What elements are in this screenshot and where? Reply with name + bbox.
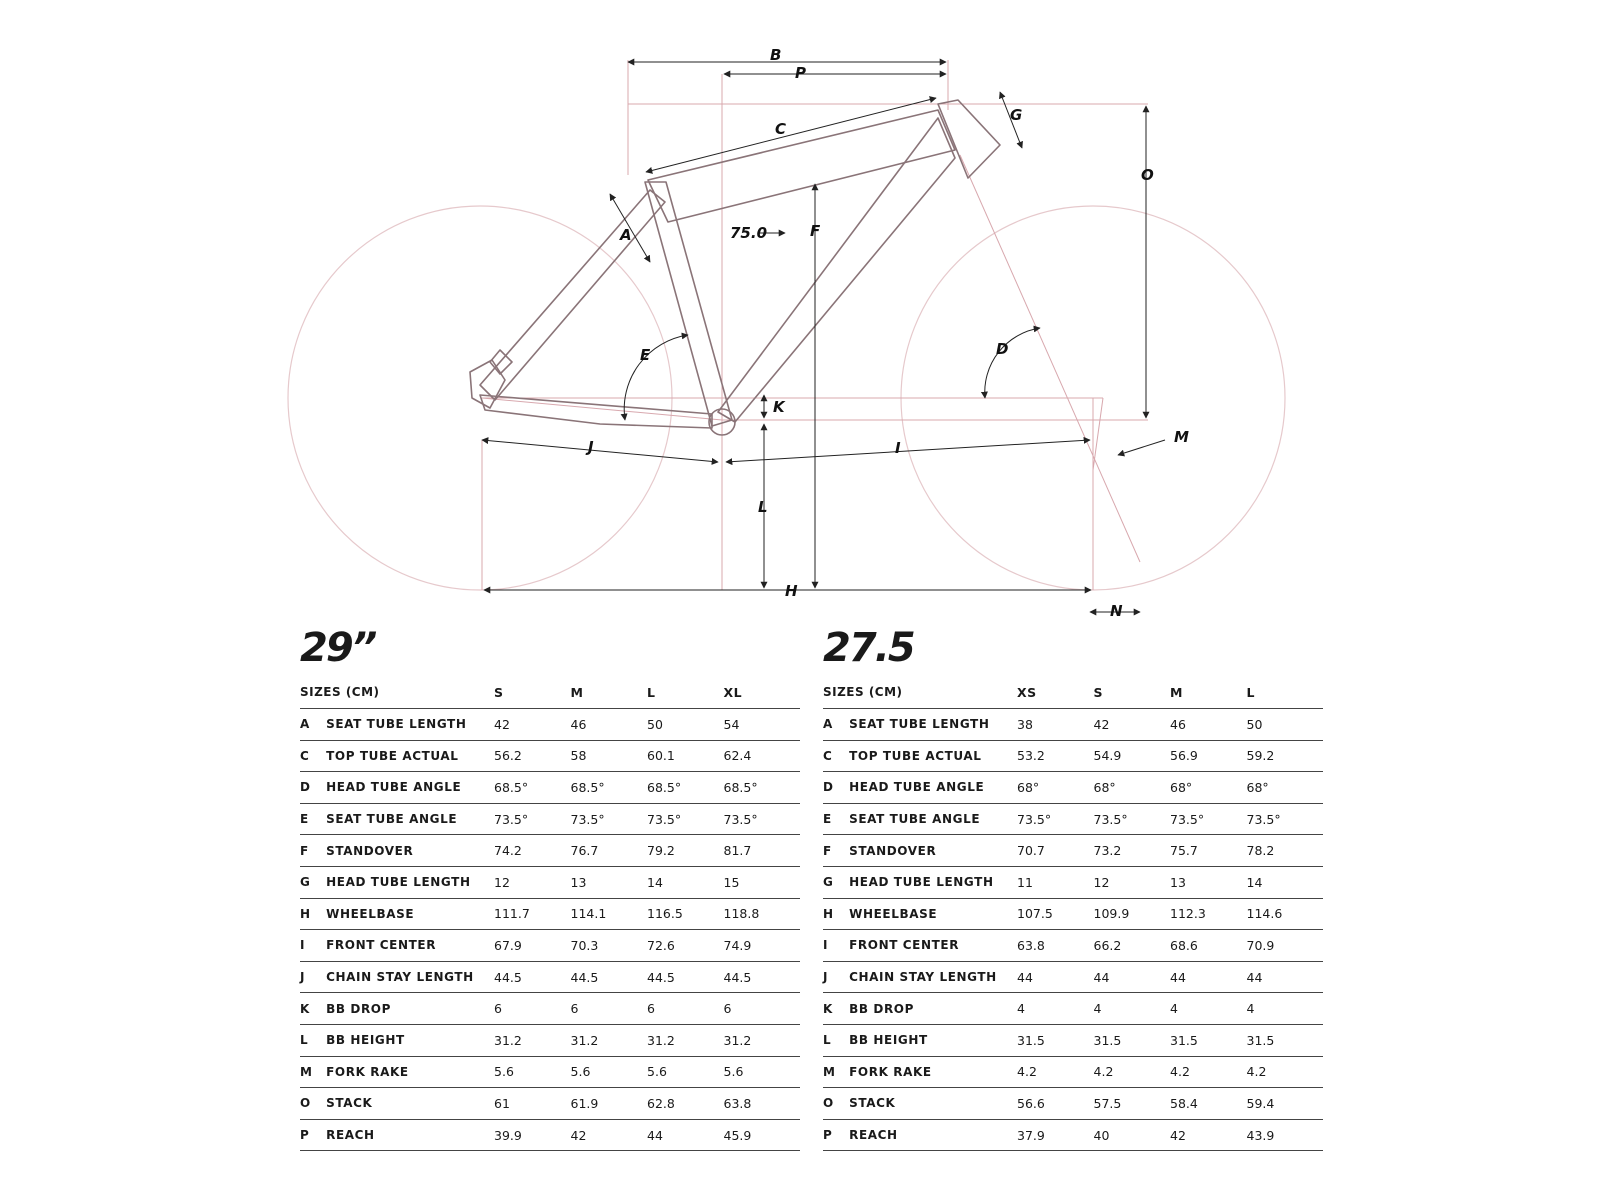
row-name: STANDOVER (326, 843, 414, 858)
row-value: 46 (570, 716, 587, 732)
row-name: STACK (326, 1096, 373, 1111)
row-letter: O (300, 1096, 311, 1111)
row-value: 78.2 (1246, 843, 1275, 859)
header-label: SIZES (CM) (300, 685, 380, 699)
row-value: 5.6 (723, 1064, 744, 1080)
row-value: 46 (1170, 716, 1186, 732)
table-header (300, 676, 800, 709)
row-value: 37.9 (1017, 1127, 1045, 1143)
row-name: SEAT TUBE LENGTH (326, 717, 467, 732)
row-name: CHAIN STAY LENGTH (849, 970, 997, 985)
row-value: 61.9 (570, 1095, 599, 1111)
table-row (300, 741, 800, 773)
row-letter: K (823, 1001, 833, 1016)
row-value: 73.5° (647, 811, 682, 827)
row-value: 68.5° (570, 779, 605, 795)
label-f: F (810, 222, 821, 240)
row-value: 5.6 (647, 1064, 667, 1080)
dimension-arrows (482, 62, 1165, 612)
table-row (823, 1057, 1323, 1089)
row-value: 109.9 (1093, 906, 1130, 922)
row-letter: E (823, 812, 832, 827)
table-row (300, 899, 800, 931)
row-value: 68.5° (494, 779, 529, 795)
row-name: BB HEIGHT (326, 1033, 405, 1048)
table-title: 27.5 (823, 625, 914, 671)
row-value: 12 (1093, 874, 1110, 890)
row-value: 68.5° (723, 779, 758, 795)
row-value: 4 (1017, 1001, 1025, 1017)
row-letter: C (823, 748, 832, 763)
row-value: 59.2 (1246, 748, 1275, 764)
label-j: J (588, 438, 594, 456)
table-row (823, 1088, 1323, 1120)
table-row (823, 1025, 1323, 1057)
row-name: REACH (849, 1128, 898, 1143)
geometry-table-29 (300, 620, 800, 1151)
label-b: B (770, 46, 782, 64)
row-value: 31.5 (1093, 1032, 1122, 1048)
row-letter: M (823, 1064, 835, 1079)
row-value: 38 (1017, 716, 1033, 732)
row-value: 59.4 (1246, 1095, 1275, 1111)
label-g: G (1010, 106, 1023, 124)
row-value: 6 (570, 1001, 579, 1017)
table-row (823, 993, 1323, 1025)
row-value: 68° (1246, 779, 1269, 795)
header-size: S (494, 684, 504, 700)
row-value: 70.9 (1246, 937, 1275, 953)
row-value: 4.2 (1093, 1064, 1114, 1080)
row-value: 31.5 (1246, 1032, 1275, 1048)
label-l: L (758, 498, 768, 516)
row-letter: M (300, 1064, 312, 1079)
row-value: 14 (1246, 874, 1263, 890)
label-a: A (620, 226, 632, 244)
row-value: 62.4 (723, 748, 752, 764)
row-value: 73.5° (723, 811, 758, 827)
row-letter: K (300, 1001, 310, 1016)
row-letter: J (823, 970, 828, 985)
row-name: HEAD TUBE ANGLE (326, 780, 462, 795)
table-row (300, 835, 800, 867)
row-value: 68.5° (647, 779, 682, 795)
row-value: 50 (647, 716, 663, 732)
row-value: 66.2 (1093, 937, 1122, 953)
row-value: 114.6 (1246, 906, 1283, 922)
row-letter: F (823, 843, 832, 858)
row-value: 79.2 (647, 843, 675, 859)
row-value: 73.5° (570, 811, 605, 827)
header-size: M (570, 684, 584, 700)
row-value: 74.2 (494, 843, 522, 859)
row-value: 15 (723, 874, 740, 890)
row-name: BB DROP (849, 1001, 914, 1016)
row-name: STANDOVER (849, 843, 937, 858)
header-size: XL (723, 684, 743, 700)
row-value: 62.8 (647, 1095, 675, 1111)
row-value: 5.6 (570, 1064, 591, 1080)
row-value: 14 (647, 874, 663, 890)
row-value: 56.9 (1170, 748, 1198, 764)
row-value: 54 (723, 716, 740, 732)
row-name: FRONT CENTER (326, 938, 437, 953)
row-value: 60.1 (647, 748, 675, 764)
row-name: TOP TUBE ACTUAL (849, 748, 982, 763)
row-value: 50 (1246, 716, 1263, 732)
table-row (823, 1120, 1323, 1152)
table-row (300, 867, 800, 899)
row-value: 58.4 (1170, 1095, 1198, 1111)
row-value: 4.2 (1246, 1064, 1267, 1080)
table-row (823, 804, 1323, 836)
bike-frame (470, 100, 1000, 435)
label-n: N (1110, 602, 1123, 620)
table-row (823, 835, 1323, 867)
header-label: SIZES (CM) (823, 685, 903, 699)
row-letter: J (300, 970, 305, 985)
header-size: L (647, 684, 656, 700)
row-letter: I (823, 938, 828, 953)
table-body (300, 709, 800, 1151)
table-row (300, 772, 800, 804)
table-row (300, 804, 800, 836)
row-value: 73.5° (1017, 811, 1052, 827)
row-value: 68° (1093, 779, 1116, 795)
row-letter: I (300, 938, 305, 953)
row-value: 6 (723, 1001, 732, 1017)
row-value: 73.5° (1246, 811, 1281, 827)
label-h: H (785, 582, 798, 600)
row-letter: L (823, 1033, 831, 1048)
row-name: SEAT TUBE ANGLE (326, 812, 458, 827)
row-value: 42 (570, 1127, 587, 1143)
row-value: 6 (647, 1001, 655, 1017)
header-size: S (1093, 684, 1104, 700)
table-title: 29” (300, 625, 376, 671)
row-value: 31.5 (1017, 1032, 1045, 1048)
row-letter: D (823, 780, 833, 795)
table-row (823, 930, 1323, 962)
row-value: 44 (1017, 969, 1033, 985)
row-value: 12 (494, 874, 510, 890)
row-value: 112.3 (1170, 906, 1206, 922)
row-value: 11 (1017, 874, 1033, 890)
row-value: 73.5° (1093, 811, 1128, 827)
table-row (823, 962, 1323, 994)
row-value: 107.5 (1017, 906, 1053, 922)
row-value: 31.2 (494, 1032, 522, 1048)
row-value: 40 (1093, 1127, 1110, 1143)
label-p: P (795, 64, 806, 82)
row-value: 70.7 (1017, 843, 1045, 859)
row-name: BB HEIGHT (849, 1033, 928, 1048)
label-m: M (1174, 428, 1189, 446)
label-d: D (996, 340, 1009, 358)
row-value: 76.7 (570, 843, 599, 859)
row-name: BB DROP (326, 1001, 391, 1016)
table-row (300, 1025, 800, 1057)
table-row (300, 1057, 800, 1089)
row-value: 44.5 (570, 969, 599, 985)
row-value: 42 (1093, 716, 1110, 732)
row-value: 4 (1246, 1001, 1255, 1017)
label-seat-angle: 75.0 (730, 224, 768, 242)
label-i: I (895, 439, 901, 457)
header-size: L (1246, 684, 1255, 700)
row-letter: C (300, 748, 309, 763)
row-value: 56.6 (1017, 1095, 1045, 1111)
row-letter: G (300, 875, 310, 890)
row-value: 61 (494, 1095, 510, 1111)
row-value: 53.2 (1017, 748, 1045, 764)
row-value: 72.6 (647, 937, 675, 953)
row-value: 4 (1170, 1001, 1178, 1017)
table-row (300, 709, 800, 741)
row-name: HEAD TUBE LENGTH (849, 875, 994, 890)
row-letter: A (300, 717, 310, 732)
row-value: 73.2 (1093, 843, 1122, 859)
row-letter: E (300, 812, 309, 827)
row-value: 42 (494, 716, 510, 732)
row-value: 31.5 (1170, 1032, 1198, 1048)
row-value: 56.2 (494, 748, 522, 764)
row-letter: O (823, 1096, 834, 1111)
row-value: 81.7 (723, 843, 752, 859)
row-value: 13 (1170, 874, 1186, 890)
row-value: 44.5 (647, 969, 675, 985)
row-value: 39.9 (494, 1127, 522, 1143)
table-row (823, 772, 1323, 804)
row-name: REACH (326, 1128, 375, 1143)
row-value: 44 (647, 1127, 663, 1143)
row-value: 31.2 (570, 1032, 599, 1048)
table-body (823, 709, 1323, 1151)
row-value: 6 (494, 1001, 502, 1017)
row-value: 45.9 (723, 1127, 752, 1143)
row-value: 114.1 (570, 906, 607, 922)
row-value: 73.5° (1170, 811, 1205, 827)
row-value: 75.7 (1170, 843, 1198, 859)
row-value: 4.2 (1170, 1064, 1190, 1080)
row-value: 44.5 (494, 969, 522, 985)
row-value: 70.3 (570, 937, 599, 953)
row-value: 116.5 (647, 906, 683, 922)
table-row (300, 993, 800, 1025)
row-letter: F (300, 843, 309, 858)
table-row (823, 709, 1323, 741)
row-value: 68° (1017, 779, 1040, 795)
row-name: FORK RAKE (849, 1064, 932, 1079)
row-letter: A (823, 717, 833, 732)
table-row (823, 741, 1323, 773)
row-letter: G (823, 875, 833, 890)
header-size: M (1170, 684, 1183, 700)
table-row (300, 962, 800, 994)
diagram-labels (585, 46, 1189, 620)
row-letter: D (300, 780, 310, 795)
label-c: C (775, 120, 787, 138)
row-letter: P (823, 1128, 832, 1143)
table-header (823, 676, 1323, 709)
table-row (300, 930, 800, 962)
row-value: 5.6 (494, 1064, 514, 1080)
row-value: 63.8 (1017, 937, 1045, 953)
row-name: CHAIN STAY LENGTH (326, 970, 474, 985)
row-name: WHEELBASE (326, 906, 415, 921)
row-letter: H (823, 906, 834, 921)
row-value: 73.5° (494, 811, 529, 827)
label-e: E (640, 346, 651, 364)
row-letter: L (300, 1033, 308, 1048)
row-name: SEAT TUBE LENGTH (849, 717, 990, 732)
row-value: 111.7 (494, 906, 530, 922)
row-name: FORK RAKE (326, 1064, 409, 1079)
label-o: O (1141, 166, 1154, 184)
row-name: SEAT TUBE ANGLE (849, 812, 981, 827)
row-name: FRONT CENTER (849, 938, 960, 953)
row-value: 13 (570, 874, 587, 890)
row-value: 44 (1093, 969, 1110, 985)
label-k: K (773, 398, 785, 416)
row-name: HEAD TUBE LENGTH (326, 875, 471, 890)
geometry-table-27-5 (823, 620, 1323, 1151)
row-value: 67.9 (494, 937, 522, 953)
row-value: 42 (1170, 1127, 1186, 1143)
row-value: 68.6 (1170, 937, 1198, 953)
table-row (823, 867, 1323, 899)
table-row (823, 899, 1323, 931)
table-row (300, 1088, 800, 1120)
row-value: 58 (570, 748, 587, 764)
row-name: STACK (849, 1096, 896, 1111)
row-value: 74.9 (723, 937, 752, 953)
row-name: TOP TUBE ACTUAL (326, 748, 459, 763)
row-value: 44.5 (723, 969, 752, 985)
row-value: 44 (1246, 969, 1263, 985)
row-name: WHEELBASE (849, 906, 938, 921)
row-value: 44 (1170, 969, 1186, 985)
row-value: 68° (1170, 779, 1193, 795)
row-letter: P (300, 1128, 309, 1143)
row-letter: H (300, 906, 311, 921)
row-value: 57.5 (1093, 1095, 1122, 1111)
row-value: 31.2 (723, 1032, 752, 1048)
table-row (300, 1120, 800, 1152)
row-value: 4 (1093, 1001, 1102, 1017)
header-size: XS (1017, 684, 1037, 700)
row-value: 54.9 (1093, 748, 1122, 764)
row-value: 118.8 (723, 906, 760, 922)
row-value: 43.9 (1246, 1127, 1275, 1143)
row-value: 31.2 (647, 1032, 675, 1048)
row-value: 63.8 (723, 1095, 752, 1111)
row-value: 4.2 (1017, 1064, 1037, 1080)
row-name: HEAD TUBE ANGLE (849, 780, 985, 795)
